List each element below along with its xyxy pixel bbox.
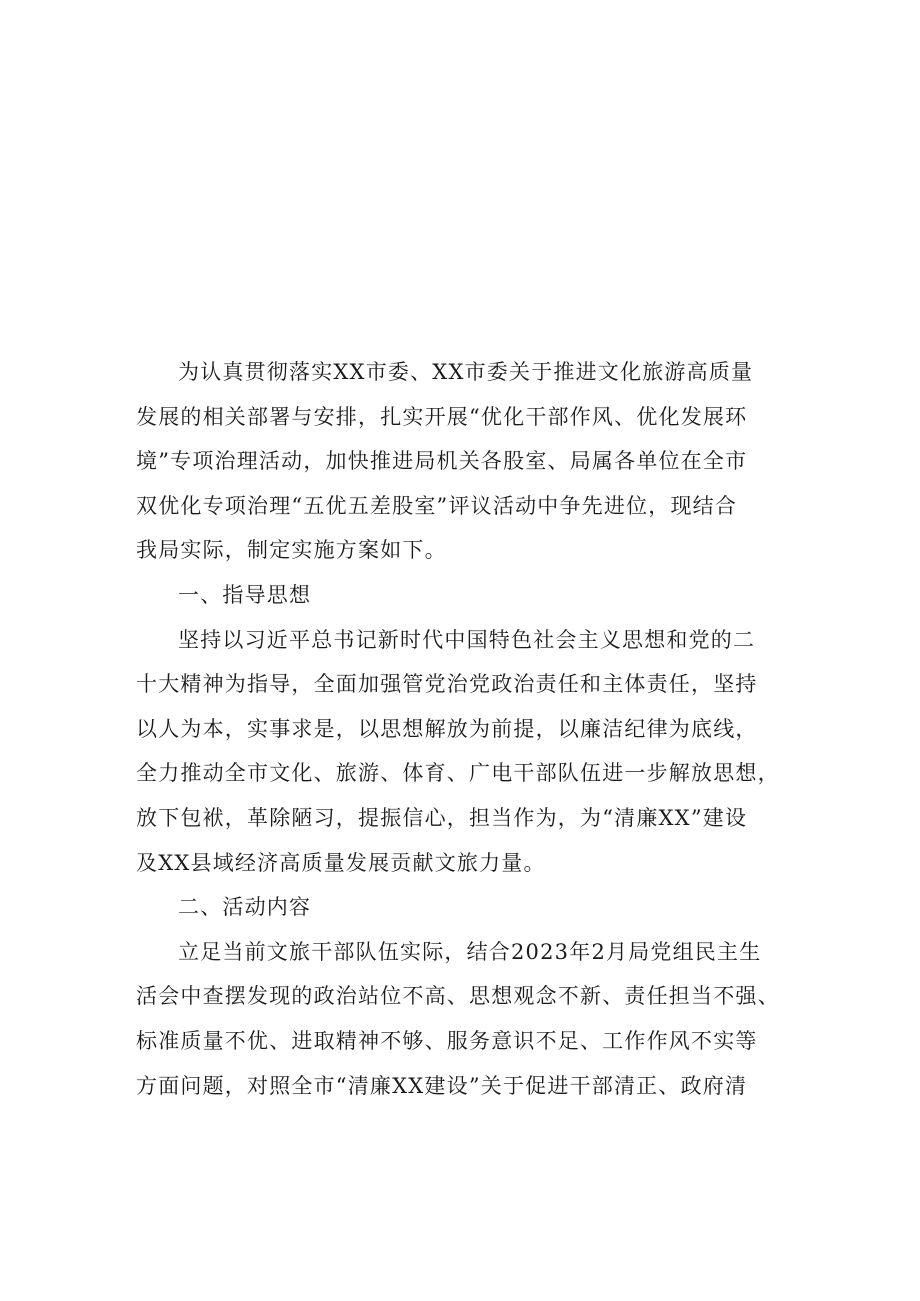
text-line: 标准质量不优、进取精神不够、服务意识不足、工作作风不实等 [136,1028,758,1053]
text-line: 我局实际，制定实施方案如下。 [136,538,447,563]
section-heading-guiding-thought [136,573,788,618]
intro-paragraph [136,350,788,573]
text-line: 坚持以习近平总书记新时代中国特色社会主义思想和党的二 [178,627,756,652]
text-line: 方面问题，对照全市“清廉XX建设”关于促进干部清正、政府清 [136,1073,748,1098]
activity-content-paragraph [136,930,788,1108]
guiding-thought-paragraph [136,618,788,886]
text-line: 为认真贯彻落实XX市委、XX市委关于推进文化旅游高质量 [178,360,754,384]
section-heading: 一、指导思想 [178,582,312,607]
text-line: 活会中查摆发现的政治站位不高、思想观念不新、责任担当不强、 [136,984,780,1009]
text-line: 立足当前文旅干部队伍实际，结合2023年2月局党组民主生 [178,939,762,964]
text-line: 十大精神为指导，全面加强管党治党政治责任和主体责任，坚持 [136,672,758,697]
section-heading-activity-content [136,885,788,930]
text-line: 发展的相关部署与安排，扎实开展“优化干部作风、优化发展环 [136,404,748,429]
text-line: 以人为本，实事求是，以思想解放为前提，以廉洁纪律为底线， [136,716,758,741]
section-heading: 二、活动内容 [178,895,312,920]
text-line: 境”专项治理活动，加快推进局机关各股室、局属各单位在全市 [136,449,748,474]
text-line: 及XX县域经济高质量发展贡献文旅力量。 [136,850,546,875]
text-line: 双优化专项治理“五优五差股室”评议活动中争先进位，现结合 [136,493,738,518]
text-line: 放下包袱，革除陋习，提振信心，担当作为，为“清廉XX”建设 [136,805,748,830]
document-body [136,350,788,1108]
text-line: 全力推动全市文化、旅游、体育、广电干部队伍进一步解放思想， [136,761,780,786]
